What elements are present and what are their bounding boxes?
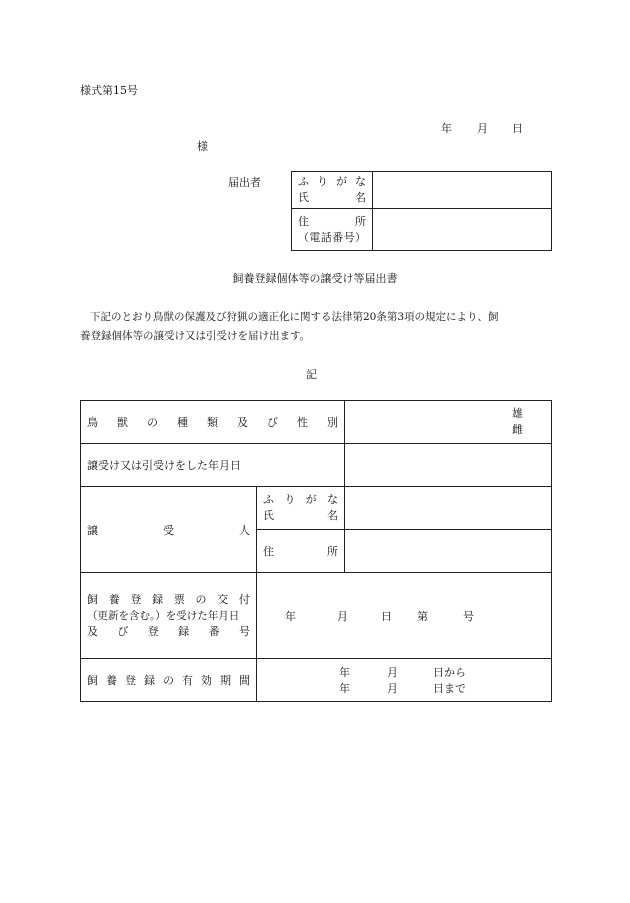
document-title: 飼養登録個体等の譲受け等届出書 (232, 272, 398, 285)
transferor-address-field[interactable] (345, 530, 552, 573)
validity-field[interactable] (257, 659, 552, 702)
sex-female-label: 雌 (512, 423, 523, 436)
date-year-label: 年 (441, 122, 452, 135)
form-number: 様式第15号 (80, 84, 138, 97)
applicant-name-field[interactable] (373, 172, 552, 209)
validity-to-day: 日まで (433, 682, 466, 695)
validity-to-year: 年 (339, 682, 350, 695)
issuance-year-label: 年 (285, 609, 296, 623)
validity-to-month: 月 (387, 682, 398, 695)
transferor-address-label: 住 所 (257, 530, 345, 573)
validity-label: 飼 養 登 録 の 有 効 期 間 (81, 659, 257, 702)
applicant-jusho-label: 住 所 (298, 214, 366, 228)
issuance-no-label: 第 (417, 609, 428, 623)
applicant-address-field[interactable] (373, 209, 552, 251)
issuance-number-label: 号 (463, 609, 474, 623)
issuance-day-label: 日 (381, 609, 392, 623)
transferor-name-label (257, 487, 345, 530)
species-field[interactable] (345, 401, 552, 444)
issuance-label-line-3: 及 び 登 録 番 号 (87, 624, 250, 638)
issuance-label-line-2: （更新を含む。）を受けた年月日 (87, 609, 240, 622)
transferor-label: 譲 受 人 (81, 487, 257, 573)
validity-from-month: 月 (387, 666, 398, 679)
applicant-address-label (292, 209, 373, 251)
transferor-furigana-label: ふ り が な (263, 493, 338, 506)
sex-male-label: 雄 (512, 407, 523, 420)
applicant-name-label (292, 172, 373, 209)
applicant-phone-label: （ 電 話 番 号 ） (298, 230, 366, 244)
transferor-name-field[interactable] (345, 487, 552, 530)
species-label: 鳥 獣 の 種 類 及 び 性 別 (81, 401, 345, 444)
transfer-date-field[interactable] (345, 444, 552, 487)
transfer-date-label: 譲受け又は引受けをした年月日 (81, 444, 345, 487)
date-day-label: 日 (512, 122, 523, 135)
applicant-table (291, 171, 552, 251)
applicant-label: 届出者 (228, 176, 261, 189)
issuance-label (81, 573, 257, 659)
issuance-month-label: 月 (337, 609, 348, 623)
ki-heading: 記 (306, 368, 317, 381)
applicant-shimei-label: 氏 名 (298, 191, 366, 204)
issuance-label-line-1: 飼 養 登 録 票 の 交 付 (87, 592, 250, 606)
validity-from-day: 日から (433, 666, 466, 679)
addressee-suffix: 様 (197, 140, 208, 153)
applicant-furigana-label: ふ り が な (298, 175, 366, 188)
body-line-2: 養登録個体等の譲受け又は引受けを届け出ます。 (80, 330, 311, 342)
transferor-shimei-label: 氏 名 (263, 509, 338, 522)
date-month-label: 月 (477, 122, 488, 135)
body-line-1: 下記のとおり鳥獣の保護及び狩猟の適正化に関する法律第20条第3項の規定により、飼 (90, 311, 499, 323)
validity-from-year: 年 (339, 666, 350, 679)
main-table (80, 400, 552, 702)
issuance-field[interactable] (257, 573, 552, 659)
